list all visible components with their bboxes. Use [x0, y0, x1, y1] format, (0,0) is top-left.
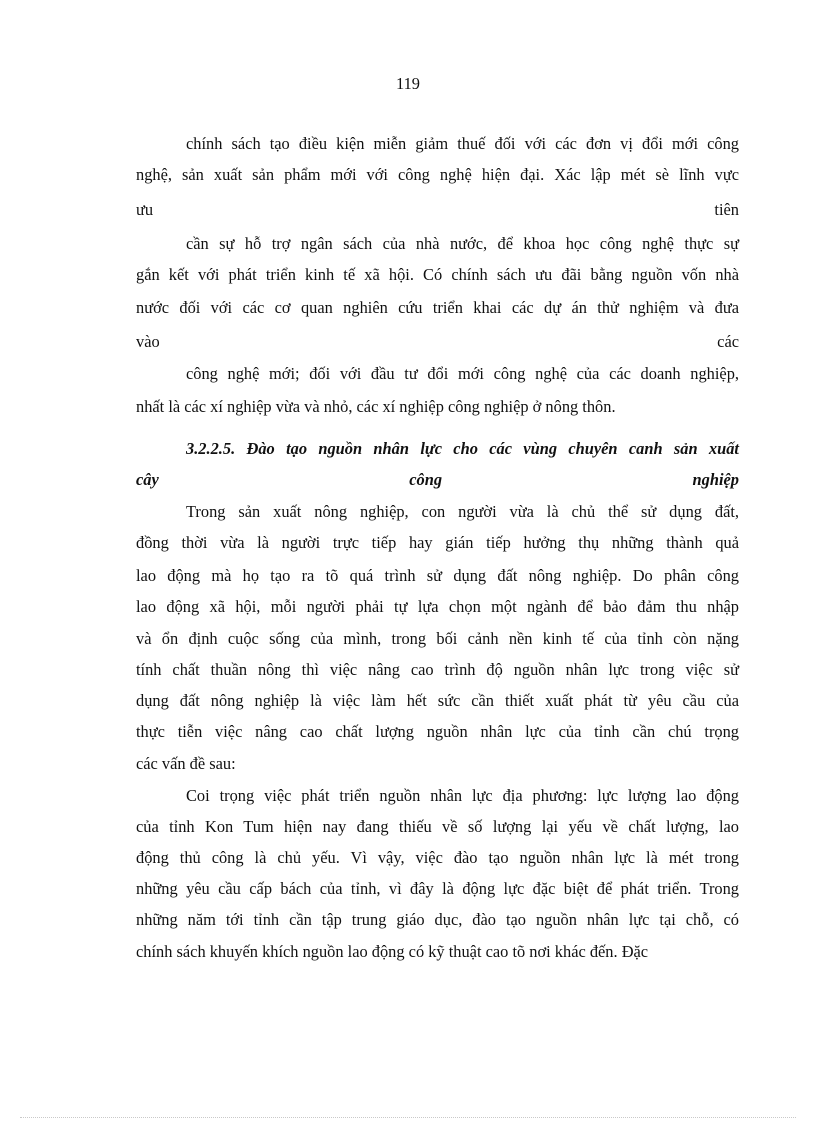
text-line: đồng thời vừa là người trực tiếp hay gián tiếp hưởng thụ những thành quả [136, 533, 739, 552]
text-line: dụng đất nông nghiệp là việc làm hết sức cần thiết xuất phát từ yêu cầu của [136, 691, 739, 710]
text-line: những yêu cầu cấp bách của tỉnh, vì đây là động lực đặc biệt để phát triển. Trong [136, 879, 739, 898]
text-line: tính chất thuần nông thì việc nâng cao trình độ nguồn nhân lực trong việc sử [136, 660, 739, 679]
footer-divider [20, 1117, 796, 1118]
text-line: động thủ công là chủ yếu. Vì vậy, việc đào tạo nguồn nhân lực là mét trong [136, 848, 739, 867]
text-line: Coi trọng việc phát triển nguồn nhân lực địa phương: lực lượng lao động [186, 786, 739, 805]
text-line: chính sách khuyến khích nguồn lao động có kỹ thuật cao tõ nơi khác đến. Đặc [136, 942, 649, 961]
text-line: ưu tiên [136, 200, 739, 219]
text-line: công nghệ mới; đối với đầu tư đổi mới công nghệ của các doanh nghiệp, [186, 364, 739, 383]
text-line: cần sự hỗ trợ ngân sách của nhà nước, để khoa học công nghệ thực sự [186, 234, 739, 253]
text-line: gắn kết với phát triển kinh tế xã hội. Có chính sách ưu đãi bằng nguồn vốn nhà [136, 265, 739, 284]
text-line: lao động xã hội, mỗi người phải tự lựa chọn một ngành để bảo đảm thu nhập [136, 597, 739, 616]
text-line: lao động mà họ tạo ra tõ quá trình sử dụng đất nông nghiệp. Do phân công [136, 566, 739, 585]
text-line: nghệ, sản xuất sản phẩm mới với công nghệ hiện đại. Xác lập mét sè lĩnh vực [136, 165, 739, 184]
text-line: chính sách tạo điều kiện miễn giảm thuế đối với các đơn vị đổi mới công [186, 134, 739, 153]
text-line: nhất là các xí nghiệp vừa và nhỏ, các xí nghiệp công nghiệp ở nông thôn. [136, 397, 616, 416]
text-line: nước đối với các cơ quan nghiên cứu triển khai các dự án thử nghiệm và đưa [136, 298, 739, 317]
section-heading: 3.2.2.5. Đào tạo nguồn nhân lực cho các vùng chuyên canh sản xuất [186, 439, 739, 458]
section-heading-continuation: cây công nghiệp [136, 470, 739, 489]
text-line: thực tiễn việc nâng cao chất lượng nguồn nhân lực của tỉnh cần chú trọng [136, 722, 739, 741]
text-line: của tỉnh Kon Tum hiện nay đang thiếu về số lượng lại yếu về chất lượng, lao [136, 817, 739, 836]
text-line: các vấn đề sau: [136, 754, 236, 773]
text-line: và ổn định cuộc sống của mình, trong bối cảnh nền kinh tế của tỉnh còn nặng [136, 629, 739, 648]
page-number: 119 [396, 74, 420, 93]
text-line: những năm tới tỉnh cần tập trung giáo dục, đào tạo nguồn nhân lực tại chỗ, có [136, 910, 739, 929]
text-line: vào các [136, 332, 739, 351]
text-line: Trong sản xuất nông nghiệp, con người vừa là chủ thể sử dụng đất, [186, 502, 739, 521]
